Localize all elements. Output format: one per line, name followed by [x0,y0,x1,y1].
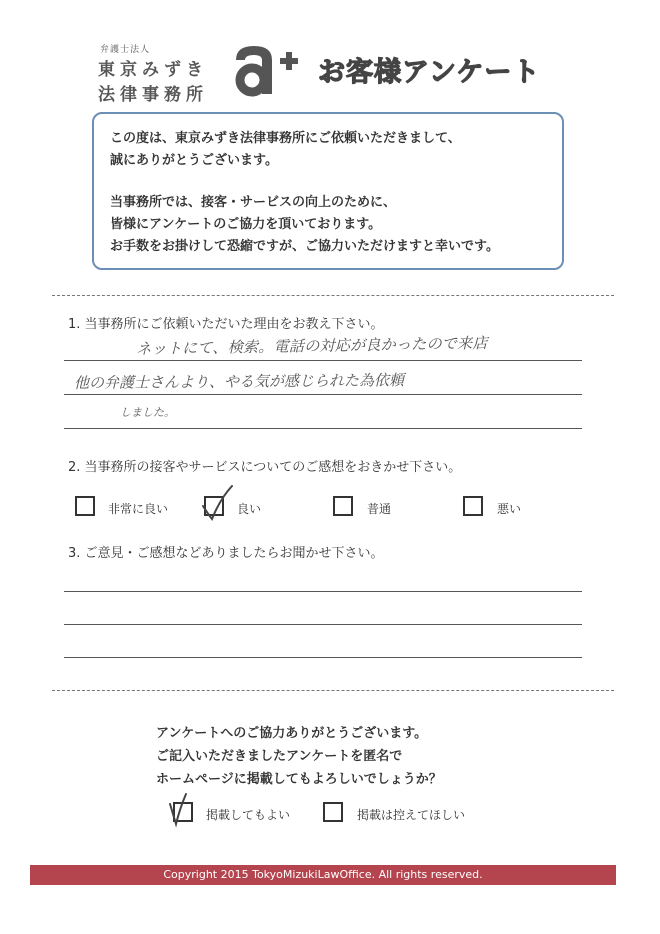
option-label-good: 良い [237,502,262,516]
q1-answer-line2[interactable]: 他の弁護士さんより、やる気が感じられた為依頼 [73,371,405,392]
intro-line: この度は、東京みずき法律事務所にご依頼いただきまして、 [110,131,461,146]
answer-line [64,624,582,625]
option-label-bad: 悪い [497,502,522,516]
intro-message-box [92,112,564,270]
option-label-very-good: 非常に良い [108,502,169,516]
checkbox-very-good[interactable] [75,496,95,516]
q1-answer-line3[interactable]: しました。 [120,406,175,419]
answer-line [64,428,582,429]
answer-line [64,360,582,361]
check-mark-icon [200,484,234,522]
question-1: 1. 当事務所にご依頼いただいた理由をお教え下さい。 [68,317,384,332]
closing-line: ご記入いただきましたアンケートを匿名で [156,749,403,764]
option-label-average: 普通 [367,502,392,516]
page-title: お客様アンケート [318,57,541,88]
firm-logo-mark [228,40,300,98]
intro-line: 誠にありがとうございます。 [110,153,278,168]
firm-name-line2: 法律事務所 [98,85,208,105]
question-2: 2. 当事務所の接客やサービスについてのご感想をおきかせ下さい。 [68,460,462,475]
checkbox-bad[interactable] [463,496,483,516]
option-label-publish-no: 掲載は控えてほしい [357,808,466,822]
closing-line: ホームページに掲載してもよろしいでしょうか？ [156,772,442,787]
checkbox-average[interactable] [333,496,353,516]
check-mark-icon [166,790,200,828]
answer-line [64,657,582,658]
answer-line [64,394,582,395]
section-divider [52,690,614,691]
q1-answer-line1[interactable]: ネットにて、検索。電話の対応が良かったので来店 [135,333,488,358]
section-divider [52,295,614,296]
answer-line [64,591,582,592]
firm-name-line1: 東京みずき [98,60,208,80]
copyright-footer: Copyright 2015 TokyoMizukiLawOffice. All rights reserved. [30,865,616,885]
checkbox-publish-no[interactable] [323,802,343,822]
option-label-publish-ok: 掲載してもよい [206,808,291,822]
intro-line: 当事務所では、接客・サービスの向上のために、 [110,195,397,210]
closing-line: アンケートへのご協力ありがとうございます。 [156,726,428,741]
firm-type-label: 弁護士法人 [100,45,151,55]
intro-line: お手数をお掛けして恐縮ですが、ご協力いただけますと幸いです。 [110,239,499,254]
intro-line: 皆様にアンケートのご協力を頂いております。 [110,217,382,232]
question-3: 3. ご意見・ご感想などありましたらお聞かせ下さい。 [68,546,384,561]
